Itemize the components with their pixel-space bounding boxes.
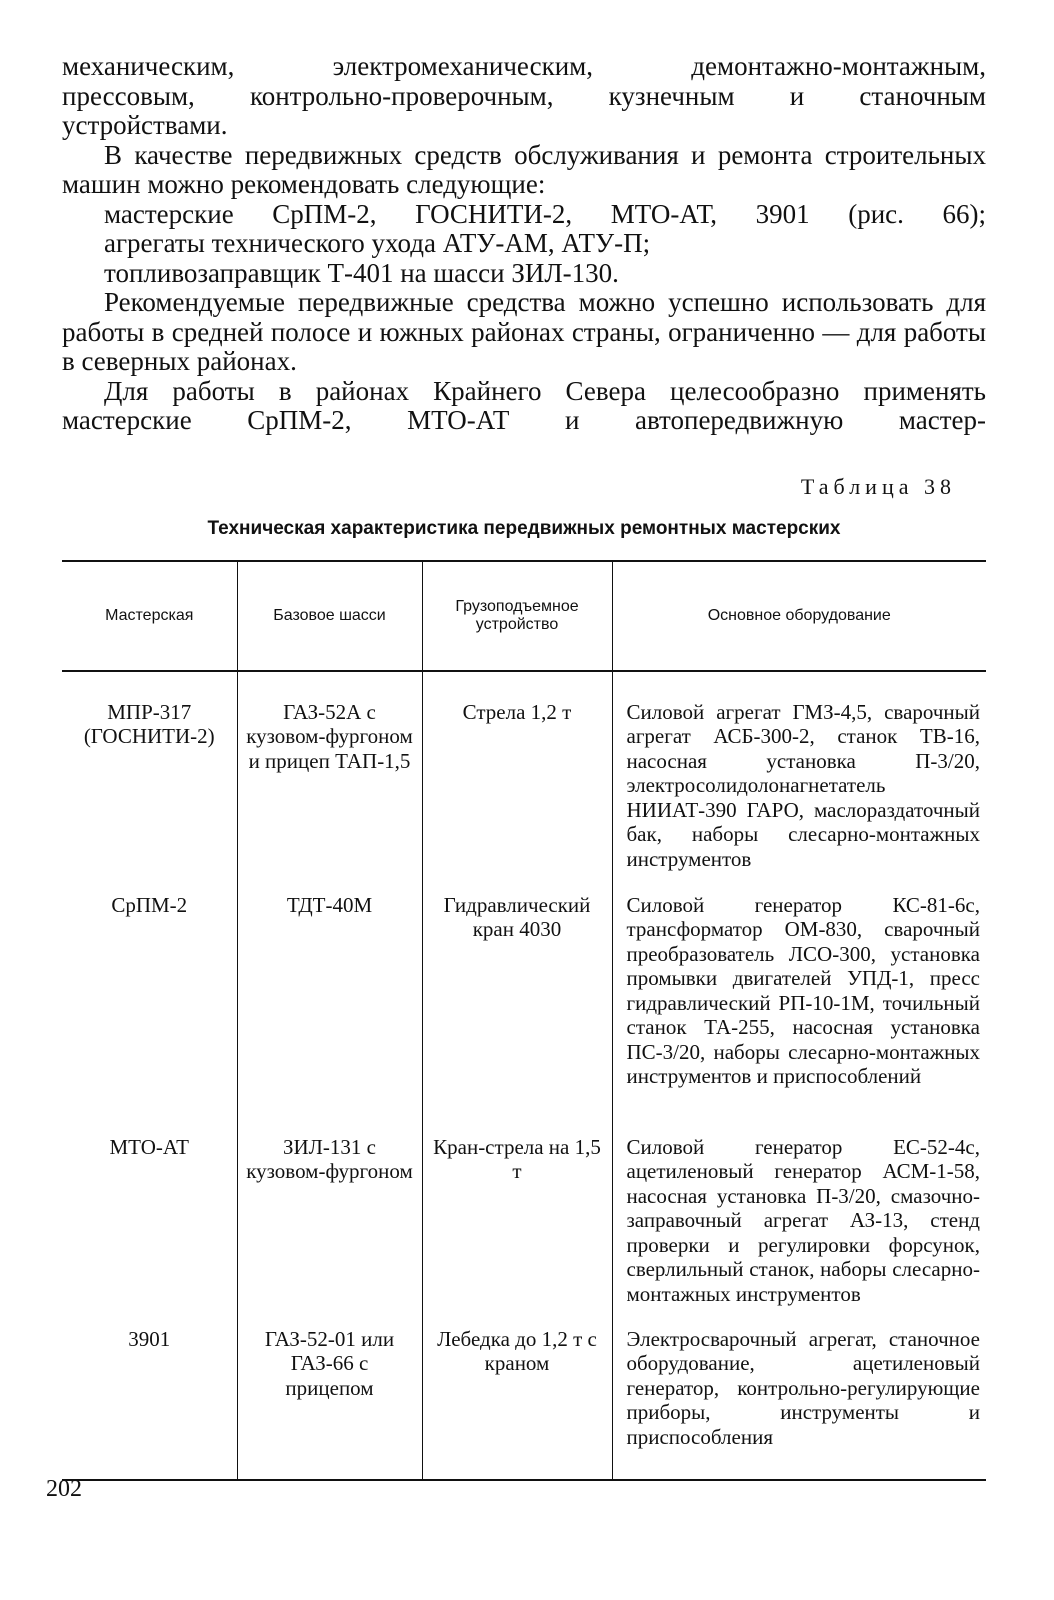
- cell-workshop: МТО-АТ: [109, 1134, 190, 1159]
- cell-lifting: Гидравлический кран 4030: [422, 893, 612, 1135]
- cell-lifting: Лебедка до 1,2 т с краном: [422, 1327, 612, 1481]
- workshops-table: [62, 560, 986, 1482]
- cell-workshop: СрПМ-2: [111, 892, 188, 917]
- table-row: [62, 1327, 986, 1481]
- paragraph-continuation-line-3: устройствами.: [62, 110, 228, 140]
- column-header-workshop: Мастерская: [62, 561, 237, 671]
- cell-chassis: ТДТ-40М: [237, 893, 422, 1135]
- paragraph-line: механическим, электромеханическим, демонтажно-монтажным,: [62, 51, 986, 81]
- cell-workshop: МПР-317 (ГОСНИТИ-2): [83, 699, 215, 748]
- table-row: [62, 671, 986, 893]
- table-row: [62, 893, 986, 1135]
- list-item-workshops: мастерские СрПМ-2, ГОСНИТИ-2, МТО-АТ, 3901 (рис. 66);: [104, 198, 986, 229]
- table-number: Таблица 38: [800, 473, 956, 499]
- cell-equipment: Силовой агрегат ГМЗ-4,5, сварочный агрегат АСБ-300-2, станок ТВ-16, насосная установка П-3/20, электросолидолонагнетатель НИИАТ-390 ГАРО, маслораздаточный бак, наборы слесарно-монтажных инструментов: [612, 671, 986, 893]
- column-header-chassis: Базовое шасси: [237, 561, 422, 671]
- cell-equipment: Силовой генератор КС-81-6с, трансформатор ОМ-830, сварочный преобразователь ЛСО-300, установка промывки двигателей УПД-1, пресс гидравлический РП-10-1М, точильный станок ТА-255, насосная установка ПС-3/20, наборы слесарно-монтажных инструментов и приспособлений: [612, 893, 986, 1135]
- list-item-service-units: агрегаты технического ухода АТУ-АМ, АТУ-П;: [104, 228, 651, 258]
- paragraph-continuation-line-2: прессовым, контрольно-проверочным, кузнечным и станочным: [62, 80, 986, 111]
- paragraph-far-north: Для работы в районах Крайнего Севера целесообразно применять мастерские СрПМ-2, МТО-АТ и автопередвижную мастер-: [62, 375, 986, 435]
- table-header-row: [62, 561, 986, 671]
- cell-lifting: Стрела 1,2 т: [422, 671, 612, 893]
- cell-lifting: Кран-стрела на 1,5 т: [422, 1135, 612, 1327]
- cell-chassis: ЗИЛ-131 с кузовом-фургоном: [237, 1135, 422, 1327]
- paragraph-recommendation: В качестве передвижных средств обслуживания и ремонта строительных машин можно рекомендовать следующие:: [62, 139, 986, 199]
- table-title: Техническая характеристика передвижных ремонтных мастерских: [207, 517, 841, 539]
- cell-chassis: ГАЗ-52-01 или ГАЗ-66 с прицепом: [237, 1327, 422, 1481]
- paragraph-continuation: [62, 52, 986, 82]
- page-content: [62, 52, 986, 1481]
- cell-equipment: Силовой генератор ЕС-52-4с, ацетиленовый генератор АСМ-1-58, насосная установка П-3/20, смазочно-заправочный агрегат АЗ-13, стенд проверки и регулировки форсунок, сверлильный станок, наборы слесарно-монтажных инструментов: [612, 1135, 986, 1327]
- cell-chassis: ГАЗ-52А с кузовом-фургоном и прицеп ТАП-1,5: [237, 671, 422, 893]
- column-header-equipment: Основное оборудование: [612, 561, 986, 671]
- page-number: 202: [46, 1476, 82, 1502]
- paragraph-usage: Рекомендуемые передвижные средства можно успешно использовать для работы в средней полосе и южных районах страны, ограниченно — для работы в северных районах.: [62, 287, 986, 376]
- list-item-fuel-truck: топливозаправщик Т-401 на шасси ЗИЛ-130.: [104, 257, 619, 288]
- cell-equipment: Электросварочный агрегат, станочное оборудование, ацетиленовый генератор, контрольно-регулирующие приборы, инструменты и приспособления: [612, 1327, 986, 1481]
- table-row: [62, 1135, 986, 1327]
- column-header-lifting: Грузоподъемное устройство: [422, 561, 612, 671]
- cell-workshop: 3901: [128, 1326, 171, 1351]
